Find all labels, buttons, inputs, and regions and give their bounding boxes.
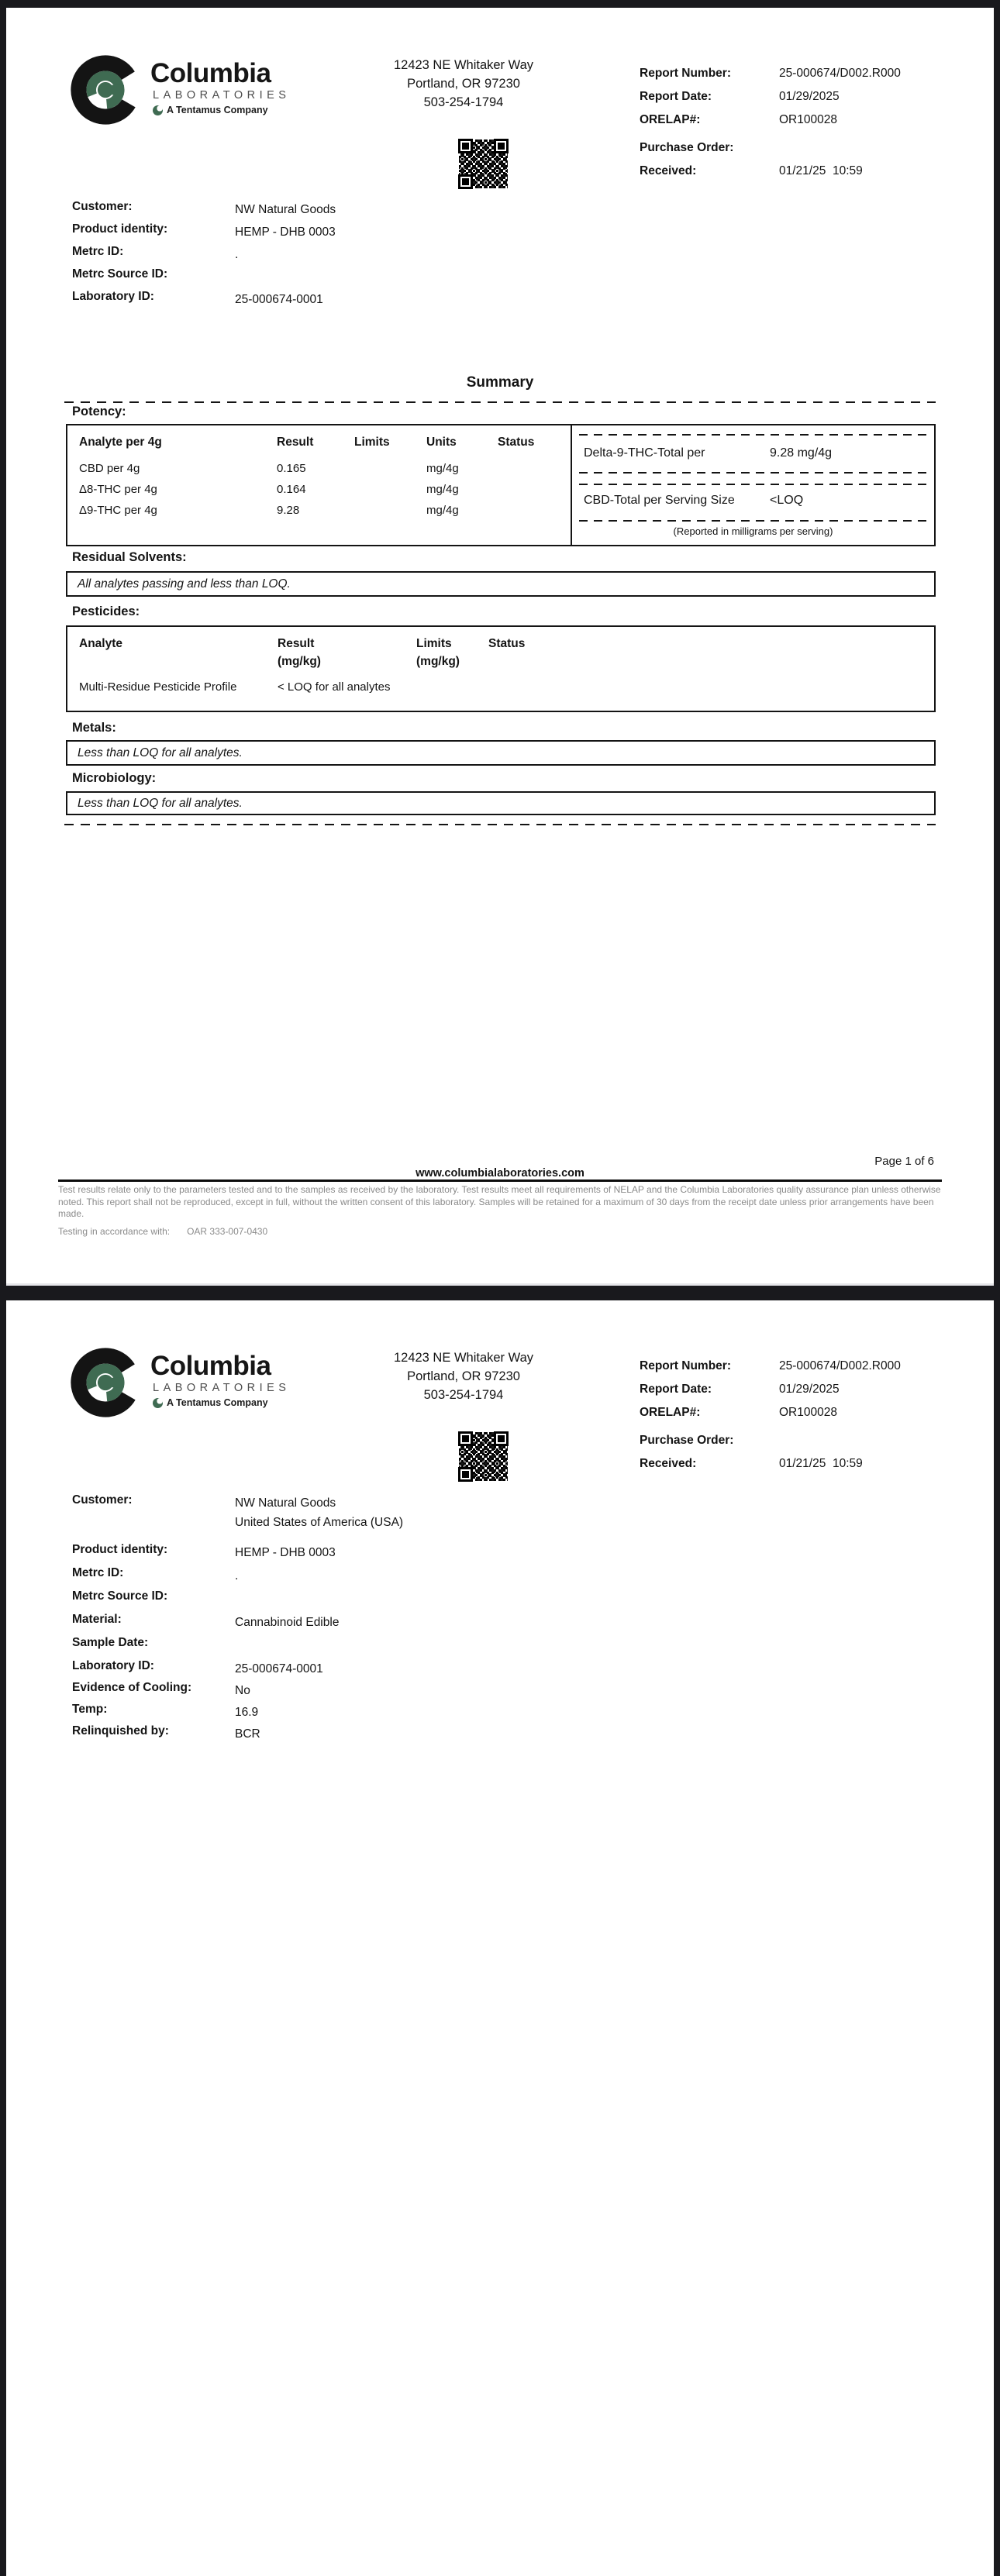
info-row: Evidence of Cooling: No xyxy=(72,1681,250,1697)
result-cell: < LOQ for all analytes xyxy=(278,680,391,694)
orelap-row: ORELAP#: OR100028 xyxy=(640,1406,950,1429)
sample-info xyxy=(72,1493,403,1746)
received-value: 01/21/25 10:59 xyxy=(779,1457,863,1470)
limits-cell xyxy=(354,500,426,521)
col-header: Status xyxy=(488,637,526,650)
lab-tagline: A Tentamus Company xyxy=(153,105,290,115)
dashed-divider xyxy=(579,484,927,485)
col-header: Analyte xyxy=(79,637,122,650)
analyte-cell: CBD per 4g xyxy=(79,462,140,475)
potency-box xyxy=(66,424,936,546)
analyte-cell: Δ8-THC per 4g xyxy=(79,483,157,496)
metals-box xyxy=(66,740,936,766)
report-number-row: Report Number: 25-000674/D002.R000 xyxy=(640,1359,950,1383)
info-row: Product identity: HEMP - DHB 0003 xyxy=(72,222,336,239)
result-cell: 0.164 xyxy=(277,483,306,496)
limits-cell xyxy=(354,458,426,479)
residual-solvents-note: All analytes passing and less than LOQ. xyxy=(78,577,291,591)
received-row: Received: 01/21/25 10:59 xyxy=(640,164,950,188)
lab-name: Columbia xyxy=(150,1351,271,1381)
units-cell: mg/4g xyxy=(426,462,459,475)
info-row: Laboratory ID: 25-000674-0001 xyxy=(72,1659,323,1675)
report-date-row: Report Date: 01/29/2025 xyxy=(640,90,950,113)
total-row: CBD-Total per Serving Size <LOQ xyxy=(584,494,804,507)
report-number-row: Report Number: 25-000674/D002.R000 xyxy=(640,67,950,90)
qr-code xyxy=(457,1431,509,1483)
info-row: Metrc Source ID: xyxy=(72,1589,168,1603)
limits-cell xyxy=(354,479,426,500)
col-header: Analyte per 4g xyxy=(79,436,162,449)
report-date-value: 01/29/2025 xyxy=(779,1383,840,1396)
info-row: Relinquished by: BCR xyxy=(72,1724,260,1741)
dashed-divider xyxy=(579,472,927,474)
orelap-value: OR100028 xyxy=(779,1406,837,1419)
pesticides-label: Pesticides: xyxy=(72,604,140,618)
pesticides-box xyxy=(66,625,936,712)
orelap-value: OR100028 xyxy=(779,113,837,126)
col-header: Result xyxy=(277,436,314,449)
dashed-divider xyxy=(579,520,927,522)
report-page-1 xyxy=(6,8,994,1283)
microbiology-box xyxy=(66,791,936,815)
cbd-total-value: <LOQ xyxy=(770,494,804,507)
info-row: Product identity: HEMP - DHB 0003 xyxy=(72,1543,336,1559)
units-cell: mg/4g xyxy=(426,504,459,517)
sample-info xyxy=(72,200,336,312)
status-cell xyxy=(498,479,571,500)
result-cell: 0.165 xyxy=(277,462,306,475)
footer-rule xyxy=(58,1180,942,1182)
dashed-divider xyxy=(579,434,927,436)
columbia-logo-icon xyxy=(68,53,143,127)
lab-logo xyxy=(68,1345,290,1420)
delta9-total-value: 9.28 mg/4g xyxy=(770,446,833,460)
info-row: Customer: NW Natural Goods xyxy=(72,200,336,216)
analyte-cell: Multi-Residue Pesticide Profile xyxy=(79,680,237,694)
dashed-divider xyxy=(64,401,936,403)
info-row: Metrc Source ID: xyxy=(72,267,168,281)
lab-name: Columbia xyxy=(150,58,271,88)
info-row: Material: Cannabinoid Edible xyxy=(72,1613,340,1629)
testing-rule-value: OAR 333-007-0430 xyxy=(187,1226,268,1237)
info-row: Metrc ID: . xyxy=(72,1566,239,1582)
received-value: 01/21/25 10:59 xyxy=(779,164,863,177)
footer-disclaimer: Test results relate only to the parameters tested and to the samples as received by the laboratory. Test results meet all requirements of NELAP and the Columbia Laboratories quality assurance plan unless otherwise noted. This report shall not be reproduced, except in full, without the written consent of this laboratory. Samples will be retained for a maximum of 30 days from the receipt date unless prior arrangements have been made. xyxy=(58,1184,941,1219)
report-number-value: 25-000674/D002.R000 xyxy=(779,67,901,80)
orelap-row: ORELAP#: OR100028 xyxy=(640,113,950,136)
report-date-value: 01/29/2025 xyxy=(779,90,840,103)
lab-subname: LABORATORIES xyxy=(153,89,291,102)
info-row: Customer: NW Natural Goods United States of America (USA) xyxy=(72,1493,404,1529)
report-meta xyxy=(640,1359,950,1480)
status-cell xyxy=(498,458,571,479)
tentamus-leaf-icon xyxy=(153,105,163,115)
page-number: Page 1 of 6 xyxy=(874,1155,934,1168)
potency-table xyxy=(67,425,572,545)
pesticides-table xyxy=(79,635,934,696)
purchase-order-row: Purchase Order: xyxy=(640,141,734,154)
report-page-2 xyxy=(6,1300,994,2576)
lab-address: 12423 NE Whitaker Way Portland, OR 97230 503-254-1794 xyxy=(393,58,534,109)
thc-totals-box xyxy=(572,425,934,545)
col-header: Result (mg/kg) xyxy=(278,637,321,668)
col-header: Limits xyxy=(354,436,390,449)
result-cell: 9.28 xyxy=(277,504,300,517)
testing-accordance: Testing in accordance with: OAR 333-007-0430 xyxy=(58,1226,268,1237)
report-date-row: Report Date: 01/29/2025 xyxy=(640,1383,950,1406)
info-row: Laboratory ID: 25-000674-0001 xyxy=(72,290,323,306)
info-row: Sample Date: xyxy=(72,1636,149,1649)
metals-note: Less than LOQ for all analytes. xyxy=(78,746,243,759)
info-row: Metrc ID: . xyxy=(72,245,239,261)
microbiology-label: Microbiology: xyxy=(72,771,157,785)
lab-logo xyxy=(68,53,290,127)
info-row: Temp: 16.9 xyxy=(72,1703,259,1719)
col-header: Status xyxy=(498,436,535,449)
totals-caption: (Reported in milligrams per serving) xyxy=(673,525,833,537)
lab-subname: LABORATORIES xyxy=(153,1382,291,1394)
col-header: Limits (mg/kg) xyxy=(416,637,460,668)
status-cell xyxy=(498,500,571,521)
units-cell: mg/4g xyxy=(426,483,459,496)
columbia-logo-icon xyxy=(68,1345,143,1420)
website-url: www.columbialaboratories.com xyxy=(416,1167,584,1180)
residual-solvents-label: Residual Solvents: xyxy=(72,550,187,564)
qr-code xyxy=(457,138,509,190)
lab-tagline: A Tentamus Company xyxy=(153,1397,290,1408)
received-row: Received: 01/21/25 10:59 xyxy=(640,1457,950,1480)
total-row: Delta-9-THC-Total per 9.28 mg/4g xyxy=(584,446,833,460)
microbiology-note: Less than LOQ for all analytes. xyxy=(78,797,243,810)
lab-address: 12423 NE Whitaker Way Portland, OR 97230 503-254-1794 xyxy=(393,1351,534,1402)
summary-title: Summary xyxy=(466,374,534,391)
report-meta xyxy=(640,67,950,188)
col-header: Units xyxy=(426,436,457,449)
analyte-cell: Δ9-THC per 4g xyxy=(79,504,157,517)
report-number-value: 25-000674/D002.R000 xyxy=(779,1359,901,1372)
residual-solvents-box xyxy=(66,571,936,597)
potency-section-label: Potency: xyxy=(72,405,126,418)
dashed-divider xyxy=(64,824,936,825)
tentamus-leaf-icon xyxy=(153,1398,163,1408)
metals-label: Metals: xyxy=(72,721,116,735)
purchase-order-row: Purchase Order: xyxy=(640,1434,734,1447)
